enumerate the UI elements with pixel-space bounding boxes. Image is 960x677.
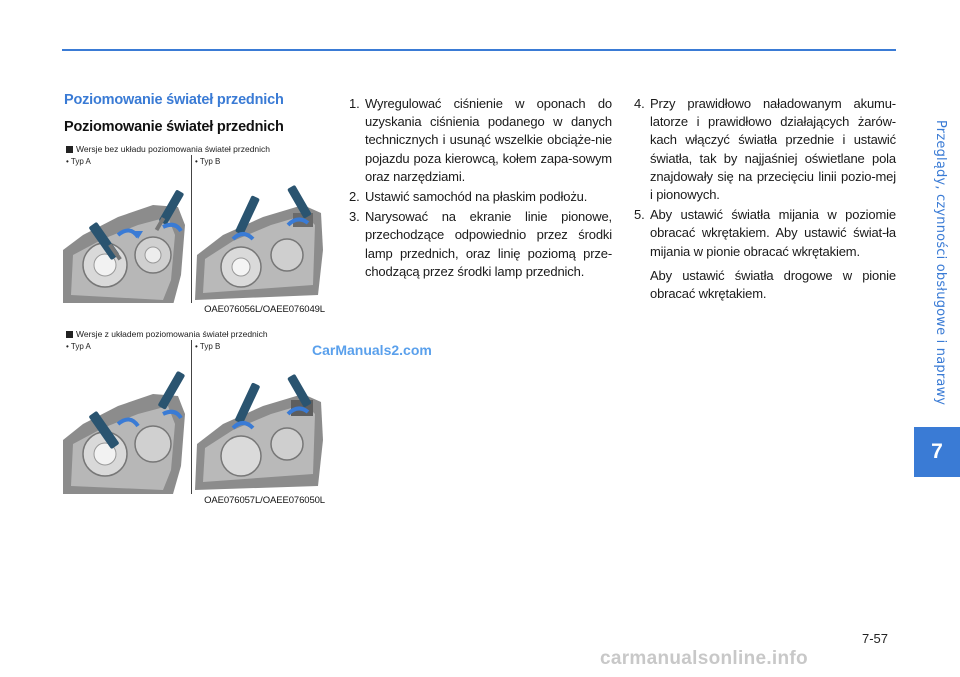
figure-images <box>63 155 326 303</box>
top-rule <box>62 49 896 51</box>
figure-caption: OAE076057L/OAEE076050L <box>204 495 325 506</box>
step-item: 5. Aby ustawić światła mijania w poziomie obracać wkrętakiem. Aby ustawić świat-ła mijania w pionie obracać wkrętakiem. <box>634 207 896 259</box>
figure-caption: OAE076056L/OAEE076049L <box>204 304 325 315</box>
figure-heading: Wersje bez układu poziomowania świateł przednich <box>63 143 326 155</box>
headlamp-type-a-illustration <box>63 340 191 494</box>
type-a-label: • Typ A <box>66 157 91 166</box>
watermark-link[interactable]: CarManuals2.com <box>312 342 432 358</box>
type-a-label: • Typ A <box>66 342 91 351</box>
headlamp-type-a-illustration <box>63 155 191 303</box>
page-number: 7-57 <box>862 631 889 646</box>
type-b-label: • Typ B <box>195 342 221 351</box>
step-item: 3. Narysować na ekranie linie pionowe, przechodzące odpowiednio przez środki lamp przednich, oraz linię poziomą prze-chodzącą przez środki lamp przednich. <box>349 209 612 279</box>
step-item: 2. Ustawić samochód na płaskim podłożu. <box>349 189 588 205</box>
headlamp-type-b-illustration <box>193 340 326 494</box>
steps-column-left <box>349 95 612 283</box>
step-5-extra: Aby ustawić światła drogowe w pionie obracać wkrętakiem. <box>650 267 896 302</box>
figure-images <box>63 340 326 494</box>
figure-divider <box>191 340 192 494</box>
figure-with-leveling <box>63 328 326 507</box>
step-item: 4. Przy prawidłowo naładowanym akumu-latorze i prawidłowo działających żarów-kach włączyć światła przednie i ustawić światła, tak by najjaśniej oświetlane pola znajdowały się na przecięciu linii pozio-mej i pionowych. <box>634 96 896 203</box>
steps-column-right <box>634 95 896 303</box>
square-bullet-icon <box>66 146 73 153</box>
figure-divider <box>191 155 192 303</box>
section-heading: Poziomowanie świateł przednich <box>64 92 284 108</box>
figure-without-leveling <box>63 143 326 316</box>
sub-heading: Poziomowanie świateł przednich <box>64 119 284 135</box>
figure-heading: Wersje z układem poziomowania świateł przednich <box>63 328 326 340</box>
chapter-tab[interactable]: 7 <box>914 427 960 477</box>
step-item: 1. Wyregulować ciśnienie w oponach do uzyskania ciśnienia podanego w danych technicznych i usunąć wszelkie obciąże-nie pojazdu poza kierowcą, kołem zapa-sowym oraz narzędziami. <box>349 96 612 184</box>
headlamp-type-b-illustration <box>193 155 326 303</box>
chapter-side-title: Przeglądy, czynności obsługowe i naprawy <box>933 120 948 406</box>
square-bullet-icon <box>66 331 73 338</box>
footer-watermark: carmanualsonline.info <box>600 648 808 669</box>
type-b-label: • Typ B <box>195 157 221 166</box>
